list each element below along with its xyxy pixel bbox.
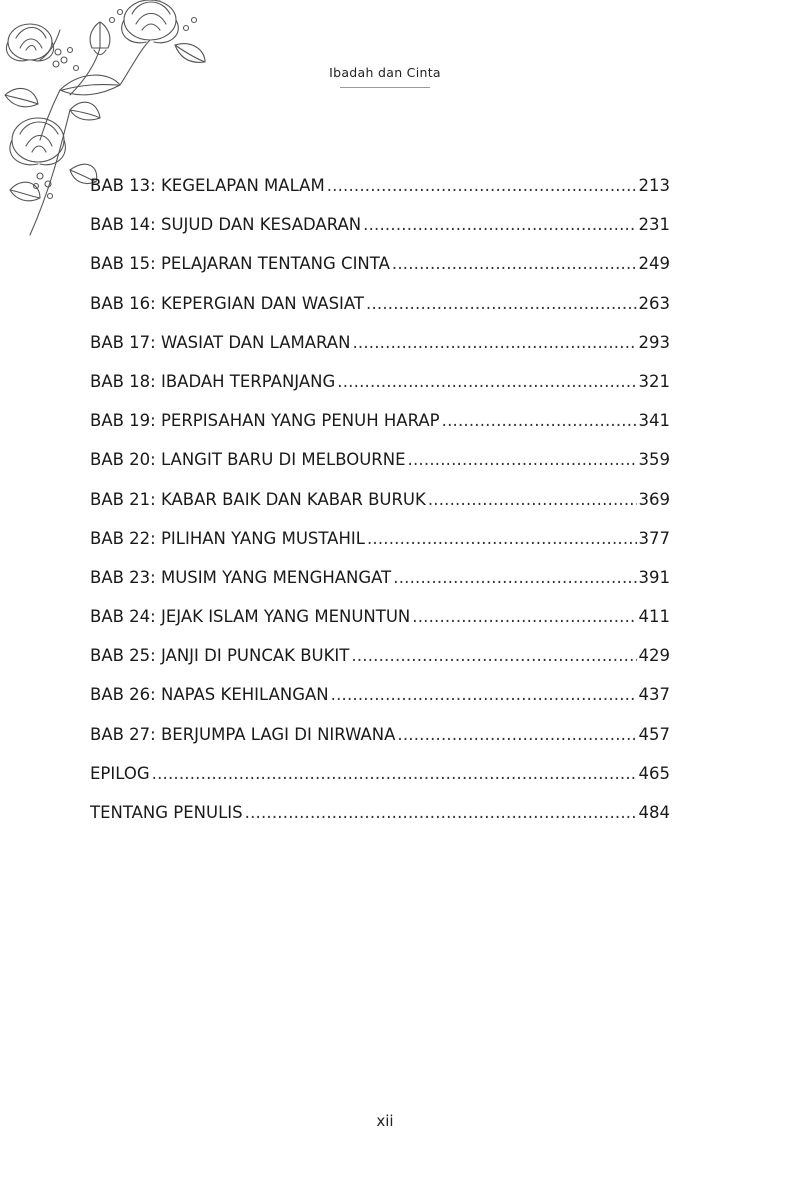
toc-entry[interactable] bbox=[90, 800, 670, 839]
toc-entry-label: BAB 17: WASIAT DAN LAMARAN bbox=[90, 332, 351, 352]
toc-entry-label: BAB 21: KABAR BAIK DAN KABAR BURUK bbox=[90, 489, 426, 509]
toc-entry[interactable] bbox=[90, 604, 670, 643]
toc-leader-dots bbox=[245, 800, 637, 826]
page-number: xii bbox=[376, 1112, 394, 1130]
toc-entry-label: BAB 18: IBADAH TERPANJANG bbox=[90, 371, 336, 391]
toc-entry-page: 231 bbox=[638, 215, 670, 235]
table-of-contents bbox=[90, 173, 670, 839]
toc-entry-label: BAB 20: LANGIT BARU DI MELBOURNE bbox=[90, 450, 406, 470]
toc-entry-label: BAB 23: MUSIM YANG MENGHANGAT bbox=[90, 567, 392, 587]
toc-entry-page: 359 bbox=[638, 450, 670, 470]
toc-leader-dots bbox=[393, 565, 636, 591]
toc-entry-page: 213 bbox=[638, 176, 670, 195]
toc-leader-dots bbox=[331, 682, 637, 708]
toc-entry-label: BAB 26: NAPAS KEHILANGAN bbox=[90, 685, 329, 705]
toc-entry[interactable] bbox=[90, 408, 670, 447]
toc-entry-page: 429 bbox=[638, 646, 670, 666]
toc-entry-label: BAB 27: BERJUMPA LAGI DI NIRWANA bbox=[90, 724, 396, 744]
toc-entry[interactable] bbox=[90, 487, 670, 526]
toc-entry-page: 369 bbox=[638, 489, 670, 509]
toc-leader-dots bbox=[408, 447, 637, 473]
header-rule bbox=[340, 87, 430, 88]
running-title: Ibadah dan Cinta bbox=[329, 65, 441, 80]
toc-entry-page: 391 bbox=[638, 567, 670, 587]
toc-entry-page: 465 bbox=[638, 763, 670, 783]
toc-entry-label: EPILOG bbox=[90, 763, 150, 783]
toc-entry[interactable] bbox=[90, 643, 670, 682]
toc-leader-dots bbox=[337, 369, 636, 395]
toc-entry-page: 249 bbox=[638, 254, 670, 274]
toc-entry-label: BAB 15: PELAJARAN TENTANG CINTA bbox=[90, 254, 390, 274]
toc-entry-page: 321 bbox=[638, 371, 670, 391]
toc-entry-page: 411 bbox=[638, 607, 670, 627]
toc-entry[interactable] bbox=[90, 291, 670, 330]
toc-entry[interactable] bbox=[90, 682, 670, 721]
toc-leader-dots bbox=[392, 251, 637, 277]
toc-entry-label: BAB 24: JEJAK ISLAM YANG MENUNTUN bbox=[90, 607, 411, 627]
toc-entry-label: TENTANG PENULIS bbox=[90, 803, 243, 822]
running-header bbox=[0, 62, 770, 88]
toc-entry-label: BAB 13: KEGELAPAN MALAM bbox=[90, 176, 325, 195]
toc-leader-dots bbox=[351, 643, 636, 669]
toc-leader-dots bbox=[442, 408, 637, 434]
toc-leader-dots bbox=[327, 173, 637, 199]
toc-entry[interactable] bbox=[90, 251, 670, 290]
toc-entry[interactable] bbox=[90, 526, 670, 565]
toc-leader-dots bbox=[152, 761, 637, 787]
toc-entry-page: 293 bbox=[638, 332, 670, 352]
toc-entry-page: 457 bbox=[638, 724, 670, 744]
toc-entry-label: BAB 14: SUJUD DAN KESADARAN bbox=[90, 215, 362, 235]
toc-leader-dots bbox=[352, 330, 636, 356]
toc-leader-dots bbox=[363, 212, 636, 238]
toc-leader-dots bbox=[412, 604, 636, 630]
toc-leader-dots bbox=[367, 526, 637, 552]
toc-entry[interactable] bbox=[90, 369, 670, 408]
toc-entry-label: BAB 25: JANJI DI PUNCAK BUKIT bbox=[90, 646, 350, 666]
toc-entry[interactable] bbox=[90, 565, 670, 604]
toc-entry[interactable] bbox=[90, 447, 670, 486]
toc-entry[interactable] bbox=[90, 330, 670, 369]
toc-entry-page: 484 bbox=[638, 803, 670, 822]
toc-entry[interactable] bbox=[90, 173, 670, 212]
toc-entry-page: 437 bbox=[638, 685, 670, 705]
toc-entry-page: 377 bbox=[638, 528, 670, 548]
toc-leader-dots bbox=[428, 487, 637, 513]
toc-entry-label: BAB 16: KEPERGIAN DAN WASIAT bbox=[90, 293, 364, 313]
toc-entry-label: BAB 22: PILIHAN YANG MUSTAHIL bbox=[90, 528, 365, 548]
toc-leader-dots bbox=[366, 291, 637, 317]
toc-entry-page: 341 bbox=[638, 411, 670, 431]
toc-entry[interactable] bbox=[90, 212, 670, 251]
toc-entry-label: BAB 19: PERPISAHAN YANG PENUH HARAP bbox=[90, 411, 440, 431]
toc-entry[interactable] bbox=[90, 722, 670, 761]
toc-entry-page: 263 bbox=[638, 293, 670, 313]
toc-leader-dots bbox=[397, 722, 636, 748]
toc-entry[interactable] bbox=[90, 761, 670, 800]
